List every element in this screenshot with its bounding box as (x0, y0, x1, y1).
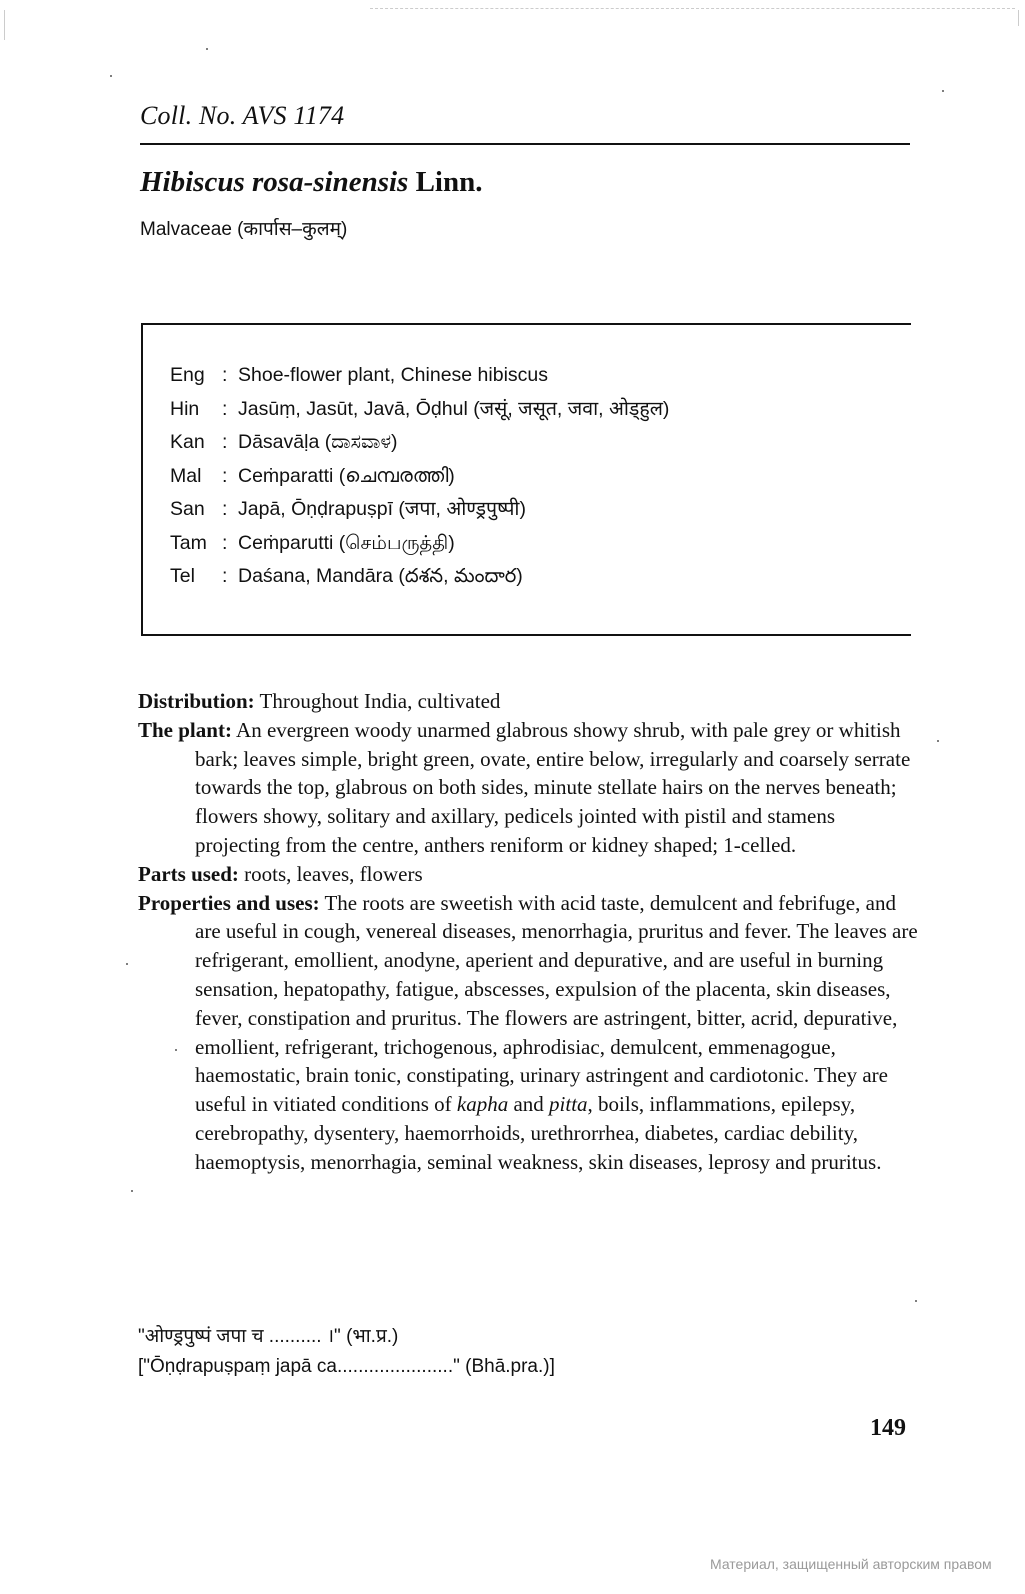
scan-speck (131, 1190, 133, 1192)
quote-devanagari: "ओण्ड्रपुष्पं जपा च .......... ।" (भा.प्र.) (138, 1326, 399, 1347)
scan-speck (126, 963, 128, 965)
language-code: San (170, 498, 205, 520)
scan-speck (937, 740, 939, 742)
distribution-paragraph (138, 687, 918, 716)
plant-text: An evergreen woody unarmed glabrous showy shrub, with pale grey or whitish bark; leaves simple, bright green, ovate, entire below, irregularly and coarsely serrate towards the top, glabrous on both sides, minute stellate hairs on the nerves beneath; flowers showy, solitary and axillary, pedicels jointed with pistil and stamens projecting from the centre, anthers reniform or kidney shaped; 1-celled. (195, 717, 911, 857)
properties-conjunction: and (508, 1092, 550, 1117)
vernacular-names: Shoe-flower plant, Chinese hibiscus (238, 364, 549, 386)
scan-edge-left (4, 10, 5, 40)
copyright-watermark: Материал, защищенный авторским правом (710, 1556, 992, 1572)
vernacular-names: Japā, Ōṇḍrapuṣpī (जपा, ओण्ड्रपुष्पी) (238, 498, 526, 520)
species-authority: Linn. (415, 166, 483, 198)
vernacular-name-row (170, 496, 669, 530)
monograph-body (138, 687, 918, 1177)
separator-colon: : (222, 531, 228, 554)
distribution-label: Distribution: (138, 689, 255, 713)
separator-colon: : (222, 498, 228, 520)
parts-used-text: roots, leaves, flowers (238, 861, 423, 886)
language-code: Mal (170, 464, 202, 487)
language-code: Eng (170, 364, 205, 386)
scan-speck (206, 48, 208, 50)
parts-used-paragraph (138, 860, 918, 889)
vernacular-name-row (170, 530, 669, 564)
distribution-text: Throughout India, cultivated (254, 689, 501, 713)
separator-colon: : (222, 431, 228, 453)
scan-edge-top (370, 8, 1015, 9)
sanskrit-quote (138, 1322, 555, 1382)
properties-paragraph (138, 889, 918, 1177)
vernacular-name-row (170, 563, 669, 597)
family-name: Malvaceae (कार्पास–कुलम्) (140, 219, 348, 240)
separator-colon: : (222, 364, 228, 386)
vernacular-names-list (170, 362, 669, 597)
vernacular-name-row (170, 463, 669, 497)
scan-speck (110, 75, 112, 77)
collection-number: Coll. No. AVS 1174 (140, 101, 345, 130)
plant-description-paragraph (138, 716, 918, 860)
properties-text-end: , boils, inflammations, epilepsy, cerebropathy, dysentery, haemorrhoids, urethrorrhea, diabetes, cardiac debility, haemoptysis, menorrhagia, seminal weakness, skin diseases, leprosy and pruritus. (195, 1092, 882, 1174)
language-code: Kan (170, 431, 205, 453)
scan-edge-right (1018, 10, 1019, 26)
plant-label: The plant: (138, 717, 232, 742)
term-kapha: kapha (456, 1092, 509, 1117)
separator-colon: : (222, 397, 228, 420)
header-rule (140, 143, 910, 145)
language-code: Tam (170, 531, 207, 554)
term-pitta: pitta (549, 1092, 588, 1117)
vernacular-names: Dāsavāḷa (ದಾಸವಾಳ) (238, 431, 398, 453)
vernacular-names: Jasūṃ, Jasūt, Javā, Ōḍhul (जसूं, जसूत, जवा, ओड्हुल) (238, 397, 670, 420)
separator-colon: : (222, 464, 228, 487)
parts-used-label: Parts used: (138, 861, 239, 886)
scan-speck (915, 1300, 917, 1302)
scan-speck (942, 90, 944, 92)
vernacular-names: Daśana, Mandāra (దశన, మందార) (238, 565, 523, 587)
language-code: Tel (170, 565, 195, 587)
vernacular-name-row (170, 429, 669, 463)
vernacular-names: Ceṁparatti (ചെമ്പരത്തി) (238, 464, 455, 487)
vernacular-name-row (170, 362, 669, 396)
separator-colon: : (222, 565, 228, 587)
species-title (140, 166, 483, 199)
quote-transliteration: ["Ōṇḍrapuṣpaṃ japā ca......................" (Bhā.pra.)] (138, 1356, 555, 1377)
vernacular-name-row (170, 396, 669, 430)
vernacular-names: Ceṁparutti (செம்பருத்தி) (238, 531, 455, 554)
page-number: 149 (870, 1415, 906, 1441)
properties-label: Properties and uses: (138, 890, 320, 915)
properties-text: The roots are sweetish with acid taste, demulcent and febrifuge, and are useful in cough, venereal diseases, menorrhagia, pruritus and fever. The leaves are refrigerant, emollient, anodyne, aperient and depurative, and are useful in burning sensation, hepatopathy, fatigue, abscesses, expulsion of the placenta, skin diseases, fever, constipation and pruritus. The flowers are astringent, bitter, acrid, depurative, emollient, refrigerant, trichogenous, aphrodisiac, demulcent, emmenagogue, haemostatic, brain tonic, constipating, urinary astringent and cardiotonic. They are useful in vitiated conditions of (195, 890, 918, 1117)
language-code: Hin (170, 397, 200, 420)
species-binomial: Hibiscus rosa-sinensis (140, 166, 409, 198)
